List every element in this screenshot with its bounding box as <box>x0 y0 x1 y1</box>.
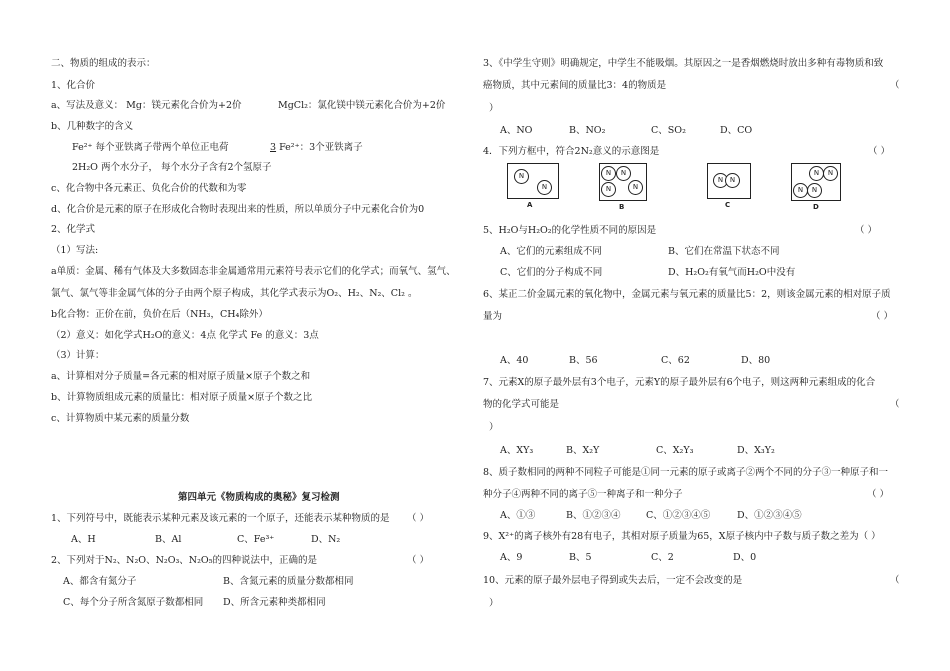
question-7-line-2: 物的化学式可能是 <box>483 399 560 410</box>
q3-option-a: A、NO <box>500 125 533 136</box>
q5-option-b: B、它们在常温下状态不同 <box>668 246 780 257</box>
valence-a-line: a、写法及意义： Mg：镁元素化合价为+2价 <box>51 100 242 111</box>
calc-b-line: b、计算物质组成元素的质量比：相对原子质量×原子个数之比 <box>51 392 313 403</box>
question-3-line-1: 3、《中学生守则》明确规定，中学生不能吸烟。其原因之一是香烟燃烧时放出多种有毒物质和致 <box>483 58 884 69</box>
q6-option-c: C、62 <box>661 355 690 366</box>
q6-option-d: D、80 <box>741 355 771 366</box>
diagram-b-label: B <box>619 203 625 211</box>
unit-title: 第四单元《物质构成的奥秘》复习检测 <box>178 492 340 503</box>
q7-option-a: A、XY₃ <box>500 445 534 456</box>
question-6-paren: （ ） <box>871 311 894 322</box>
question-7-paren-close: ） <box>489 422 499 433</box>
nitrogen-atom-icon: N <box>793 183 808 198</box>
q5-option-c: C、它们的分子构成不同 <box>500 267 603 278</box>
nitrogen-atom-icon: N <box>601 182 616 197</box>
question-10-paren-open: （ <box>890 575 900 586</box>
nitrogen-atom-icon: N <box>601 166 616 181</box>
q8-option-c: C、①②③④⑤ <box>646 510 711 521</box>
q6-option-a: A、40 <box>500 355 529 366</box>
nitrogen-atom-icon: N <box>537 180 552 195</box>
subsection-valence: 1、化合价 <box>51 80 96 91</box>
q5-option-d: D、H₂O₂有氧气而H₂O中没有 <box>668 267 796 278</box>
q9-option-a: A、9 <box>500 552 523 563</box>
question-10-paren-close: ） <box>489 598 499 609</box>
nitrogen-atom-icon: N <box>628 180 643 195</box>
question-7-paren-open: （ <box>890 399 900 410</box>
valence-a-line-2: MgCl₂：氯化镁中镁元素化合价为+2价 <box>278 100 446 111</box>
valence-c-line: c、化合物中各元素正、负化合价的代数和为零 <box>51 183 247 194</box>
calc-a-line: a、计算相对分子质量=各元素的相对原子质量×原子个数之和 <box>51 371 311 382</box>
q9-option-d: D、0 <box>733 552 757 563</box>
q9-option-b: B、5 <box>569 552 592 563</box>
valence-d-line: d、化合价是元素的原子在形成化合物时表现出来的性质，所以单质分子中元素化合价为0 <box>51 204 425 215</box>
nitrogen-atom-icon: N <box>514 169 529 184</box>
q6-option-b: B、56 <box>569 355 598 366</box>
section-title: 二、物质的组成的表示： <box>51 58 156 69</box>
q1-option-b: B、Al <box>155 534 182 545</box>
question-7-line-1: 7、元素X的原子最外层有3个电子，元素Y的原子最外层有6个电子，则这两种元素组成的化合 <box>483 377 876 388</box>
calc-c-line: c、计算物质中某元素的质量分数 <box>51 413 190 424</box>
question-6-line-1: 6、某正二价金属元素的氧化物中，金属元素与氧元素的质量比5：2，则该金属元素的相对原子质 <box>483 289 891 300</box>
diagram-d <box>791 163 851 211</box>
q1-option-c: C、Fe³⁺ <box>237 534 275 545</box>
nitrogen-atom-icon: N <box>713 173 728 188</box>
question-5-paren: （ ） <box>855 225 878 236</box>
q2-option-a: A、都含有氮分子 <box>63 576 137 587</box>
diagram-a-label: A <box>527 201 533 209</box>
q2-option-c: C、每个分子所含氮原子数都相同 <box>63 597 204 608</box>
question-8-line-2: 种分子④两种不同的离子⑤一种离子和一种分子 <box>483 489 683 500</box>
subsection-formula: 2、化学式 <box>51 224 96 235</box>
fe-ion-meaning: Fe²⁺ 每个亚铁离子带两个单位正电荷 <box>72 142 229 153</box>
diagram-b <box>599 163 659 211</box>
diagram-c <box>707 163 767 211</box>
q2-option-d: D、所含元素种类都相同 <box>223 597 326 608</box>
question-2: 2、下列对于N₂、N₂O、N₂O₃、N₂O₅的四种说法中，正确的是 <box>51 555 318 566</box>
nitrogen-atom-icon: N <box>809 166 824 181</box>
calc-title: （3）计算： <box>51 350 105 361</box>
diagram-d-label: D <box>813 203 819 211</box>
q3-option-c: C、SO₂ <box>651 125 686 136</box>
question-3-line-2: 癌物质，其中元素间的质量比3：4的物质是 <box>483 80 667 91</box>
q1-option-a: A、H <box>71 534 96 545</box>
question-10: 10、元素的原子最外层电子得到或失去后，一定不会改变的是 <box>483 575 743 586</box>
q8-option-b: B、①②③④ <box>566 510 621 521</box>
question-4-paren: （ ） <box>868 146 891 157</box>
question-3-paren-close: ） <box>489 103 499 114</box>
q9-option-c: C、2 <box>651 552 674 563</box>
question-1-paren: （ ） <box>407 513 430 524</box>
q3-option-d: D、CO <box>720 125 753 136</box>
writing-b-line: b化合物：正价在前，负价在后（NH₃，CH₄除外） <box>51 309 268 320</box>
nitrogen-atom-icon: N <box>616 166 631 181</box>
question-1: 1、下列符号中，既能表示某种元素及该元素的一个原子，还能表示某种物质的是 <box>51 513 390 524</box>
valence-b-title: b、几种数字的含义 <box>51 121 134 132</box>
nitrogen-atom-icon: N <box>807 183 822 198</box>
question-4: 4．下列方框中，符合2N₂意义的示意图是 <box>483 146 660 157</box>
q3-option-b: B、NO₂ <box>569 125 606 136</box>
meaning-line: （2）意义：如化学式H₂O的意义：4点 化学式 Fe 的意义：3点 <box>51 330 319 341</box>
three-fe-number: 3 <box>270 142 277 153</box>
q8-option-a: A、①③ <box>500 510 536 521</box>
writing-a-line-1: a单质：金属、稀有气体及大多数固态非金属通常用元素符号表示它们的化学式；而氧气、氢气、 <box>51 266 456 277</box>
writing-title: （1）写法: <box>51 245 99 256</box>
three-fe-ion <box>270 142 363 154</box>
q7-option-c: C、X₂Y₃ <box>656 445 694 456</box>
question-5: 5、H₂O与H₂O₂的化学性质不同的原因是 <box>483 225 657 236</box>
question-3-paren-open: （ <box>890 80 900 91</box>
question-8-paren: （ ） <box>867 489 890 500</box>
three-fe-text: Fe²⁺：3个亚铁离子 <box>276 142 363 153</box>
q1-option-d: D、N₂ <box>311 534 341 545</box>
question-9: 9、X²⁺的离子核外有28有电子，其相对原子质量为65，X原子核内中子数与质子数之差为（ ） <box>483 531 881 542</box>
water-molecule-meaning: 2H₂O 两个水分子， 每个水分子含有2个氢原子 <box>72 162 272 173</box>
question-6-line-2: 量为 <box>483 311 503 322</box>
diagram-a <box>507 163 567 211</box>
diagram-c-label: C <box>725 201 731 209</box>
nitrogen-atom-icon: N <box>823 166 838 181</box>
nitrogen-atom-icon: N <box>725 173 740 188</box>
writing-a-line-2: 氯气、氯气等非金属气体的分子由两个原子构成，其化学式表示为O₂、H₂、N₂、Cl₂ 。 <box>51 288 418 299</box>
q5-option-a: A、它们的元素组成不同 <box>500 246 602 257</box>
question-2-paren: （ ） <box>407 555 430 566</box>
q8-option-d: D、①②③④⑤ <box>737 510 802 521</box>
q2-option-b: B、含氮元素的质量分数都相同 <box>223 576 354 587</box>
q7-option-d: D、X₃Y₂ <box>737 445 775 456</box>
q7-option-b: B、X₂Y <box>566 445 600 456</box>
question-8-line-1: 8、质子数相同的两种不同粒子可能是①同一元素的原子或离子②两个不同的分子③一种原子和一 <box>483 467 889 478</box>
